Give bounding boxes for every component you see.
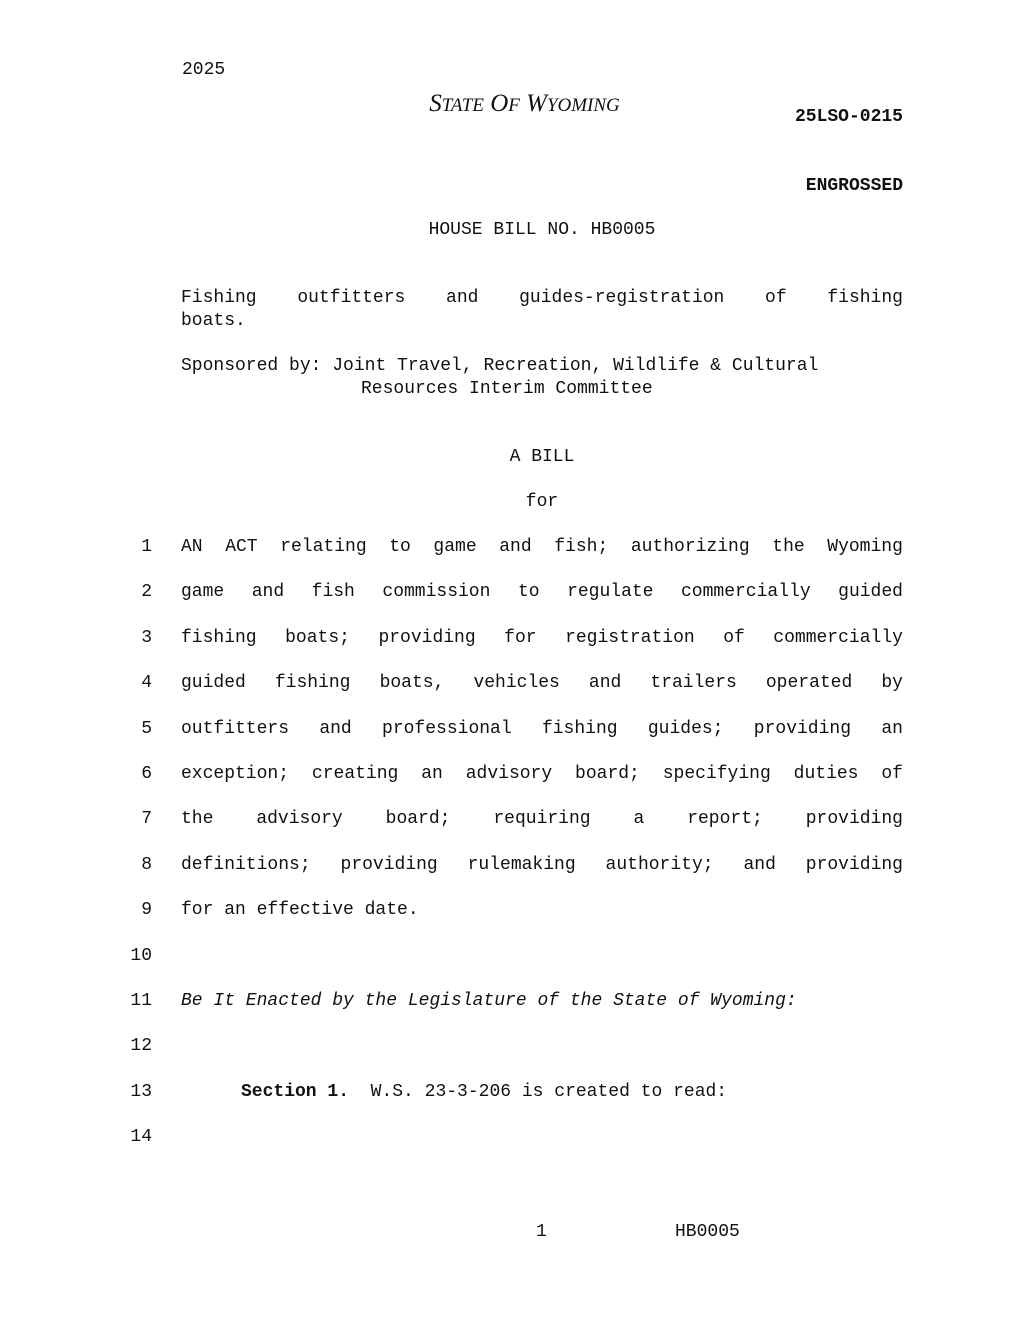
line-number: 3 (141, 628, 152, 648)
word: fish; (554, 537, 609, 557)
word: definitions; (181, 855, 311, 875)
word: fishing (541, 719, 618, 739)
word: providing (753, 719, 852, 739)
bill-line-text (181, 764, 903, 784)
word: AN (181, 537, 203, 557)
catch-title-line1 (181, 287, 903, 310)
line-number: 10 (130, 946, 152, 966)
word: for (504, 628, 537, 648)
sponsor-line: Sponsored by: Joint Travel, Recreation, Wildlife & Cultural (181, 356, 819, 376)
line-number: 2 (141, 582, 152, 602)
bill-line-text: Be It Enacted by the Legislature of the State of Wyoming: (181, 991, 797, 1011)
line-number: 12 (130, 1036, 152, 1056)
word: advisory (465, 764, 553, 784)
bill-line-text (181, 537, 903, 557)
catch-title-word: and (446, 288, 479, 308)
word: the (181, 809, 214, 829)
word: regulate (567, 582, 654, 602)
bill-line-text (181, 673, 903, 693)
bill-line-text (181, 628, 903, 648)
word: authority; (605, 855, 714, 875)
word: authorizing (630, 537, 750, 557)
line-number: 9 (141, 900, 152, 920)
bill-line-text: for an effective date. (181, 900, 419, 920)
word: of (723, 628, 745, 648)
line-number: 13 (130, 1082, 152, 1102)
catch-title (181, 287, 903, 333)
word: a (633, 809, 645, 829)
bill-line-text (181, 582, 903, 602)
word: commercially (773, 628, 903, 648)
word: providing (805, 855, 903, 875)
word: by (881, 673, 903, 693)
doc-code: 25LSO-0215 (794, 107, 903, 127)
word: an (421, 764, 443, 784)
word: and (499, 537, 532, 557)
word: game (433, 537, 477, 557)
document-id (795, 60, 903, 244)
word: providing (805, 809, 903, 829)
word: board; (575, 764, 640, 784)
catch-title-word: of (765, 288, 787, 308)
line-number: 8 (141, 855, 152, 875)
word: requiring (493, 809, 591, 829)
line-number: 4 (141, 673, 152, 693)
catch-title-word: guides-registration (519, 288, 725, 308)
footer-bill-id: HB0005 (675, 1222, 740, 1242)
section-heading (241, 1082, 727, 1102)
word: relating (280, 537, 367, 557)
word: board; (385, 809, 451, 829)
word: commission (382, 582, 491, 602)
word: Wyoming (827, 537, 903, 557)
word: fishing (181, 628, 257, 648)
word: guided (838, 582, 903, 602)
word: exception; (181, 764, 290, 784)
bill-line-text (181, 809, 903, 829)
word: trailers (650, 673, 737, 693)
line-number: 5 (141, 719, 152, 739)
line-number: 6 (141, 764, 152, 784)
line-number: 11 (130, 991, 152, 1011)
word: boats, (379, 673, 445, 693)
word: advisory (256, 809, 343, 829)
for-heading: for (525, 492, 559, 512)
a-bill-heading: A BILL (509, 447, 575, 467)
word: creating (311, 764, 399, 784)
line-number: 1 (141, 537, 152, 557)
word: duties (793, 764, 859, 784)
word: ACT (225, 537, 258, 557)
session-year: 2025 (182, 60, 226, 80)
line-number: 14 (130, 1127, 152, 1147)
doc-status: ENGROSSED (805, 176, 903, 196)
line-number: 7 (141, 809, 152, 829)
word: and (588, 673, 622, 693)
word: operated (765, 673, 853, 693)
word: providing (340, 855, 438, 875)
bill-line-text (181, 719, 903, 739)
word: guides; (647, 719, 724, 739)
word: registration (565, 628, 695, 648)
word: outfitters (181, 719, 290, 739)
sponsor-line-continued: Resources Interim Committee (361, 379, 653, 399)
section-label: Section 1. (241, 1082, 350, 1102)
catch-title-word: outfitters (297, 288, 406, 308)
word: game (181, 582, 225, 602)
word: fishing (274, 673, 351, 693)
word: of (881, 764, 903, 784)
word: and (251, 582, 285, 602)
word: to (517, 582, 540, 602)
section-text: W.S. 23-3-206 is created to read: (370, 1082, 728, 1102)
word: fish (311, 582, 355, 602)
state-title-text: STATE OF WYOMING (429, 90, 620, 117)
word: boats; (285, 628, 350, 648)
word: guided (181, 673, 246, 693)
bill-number: HOUSE BILL NO. HB0005 (428, 220, 656, 240)
word: and (319, 719, 352, 739)
word: rulemaking (467, 855, 576, 875)
word: and (743, 855, 776, 875)
word: specifying (662, 764, 771, 784)
word: to (389, 537, 411, 557)
page-number: 1 (536, 1222, 547, 1242)
catch-title-line2: boats. (181, 311, 246, 331)
word: vehicles (473, 673, 560, 693)
word: an (881, 719, 903, 739)
word: commercially (681, 582, 811, 602)
bill-line-text (181, 855, 903, 875)
word: report; (687, 809, 763, 829)
word: providing (378, 628, 476, 648)
catch-title-word: fishing (827, 288, 903, 308)
catch-title-word: Fishing (181, 288, 257, 308)
word: the (772, 537, 805, 557)
word: professional (382, 719, 512, 739)
